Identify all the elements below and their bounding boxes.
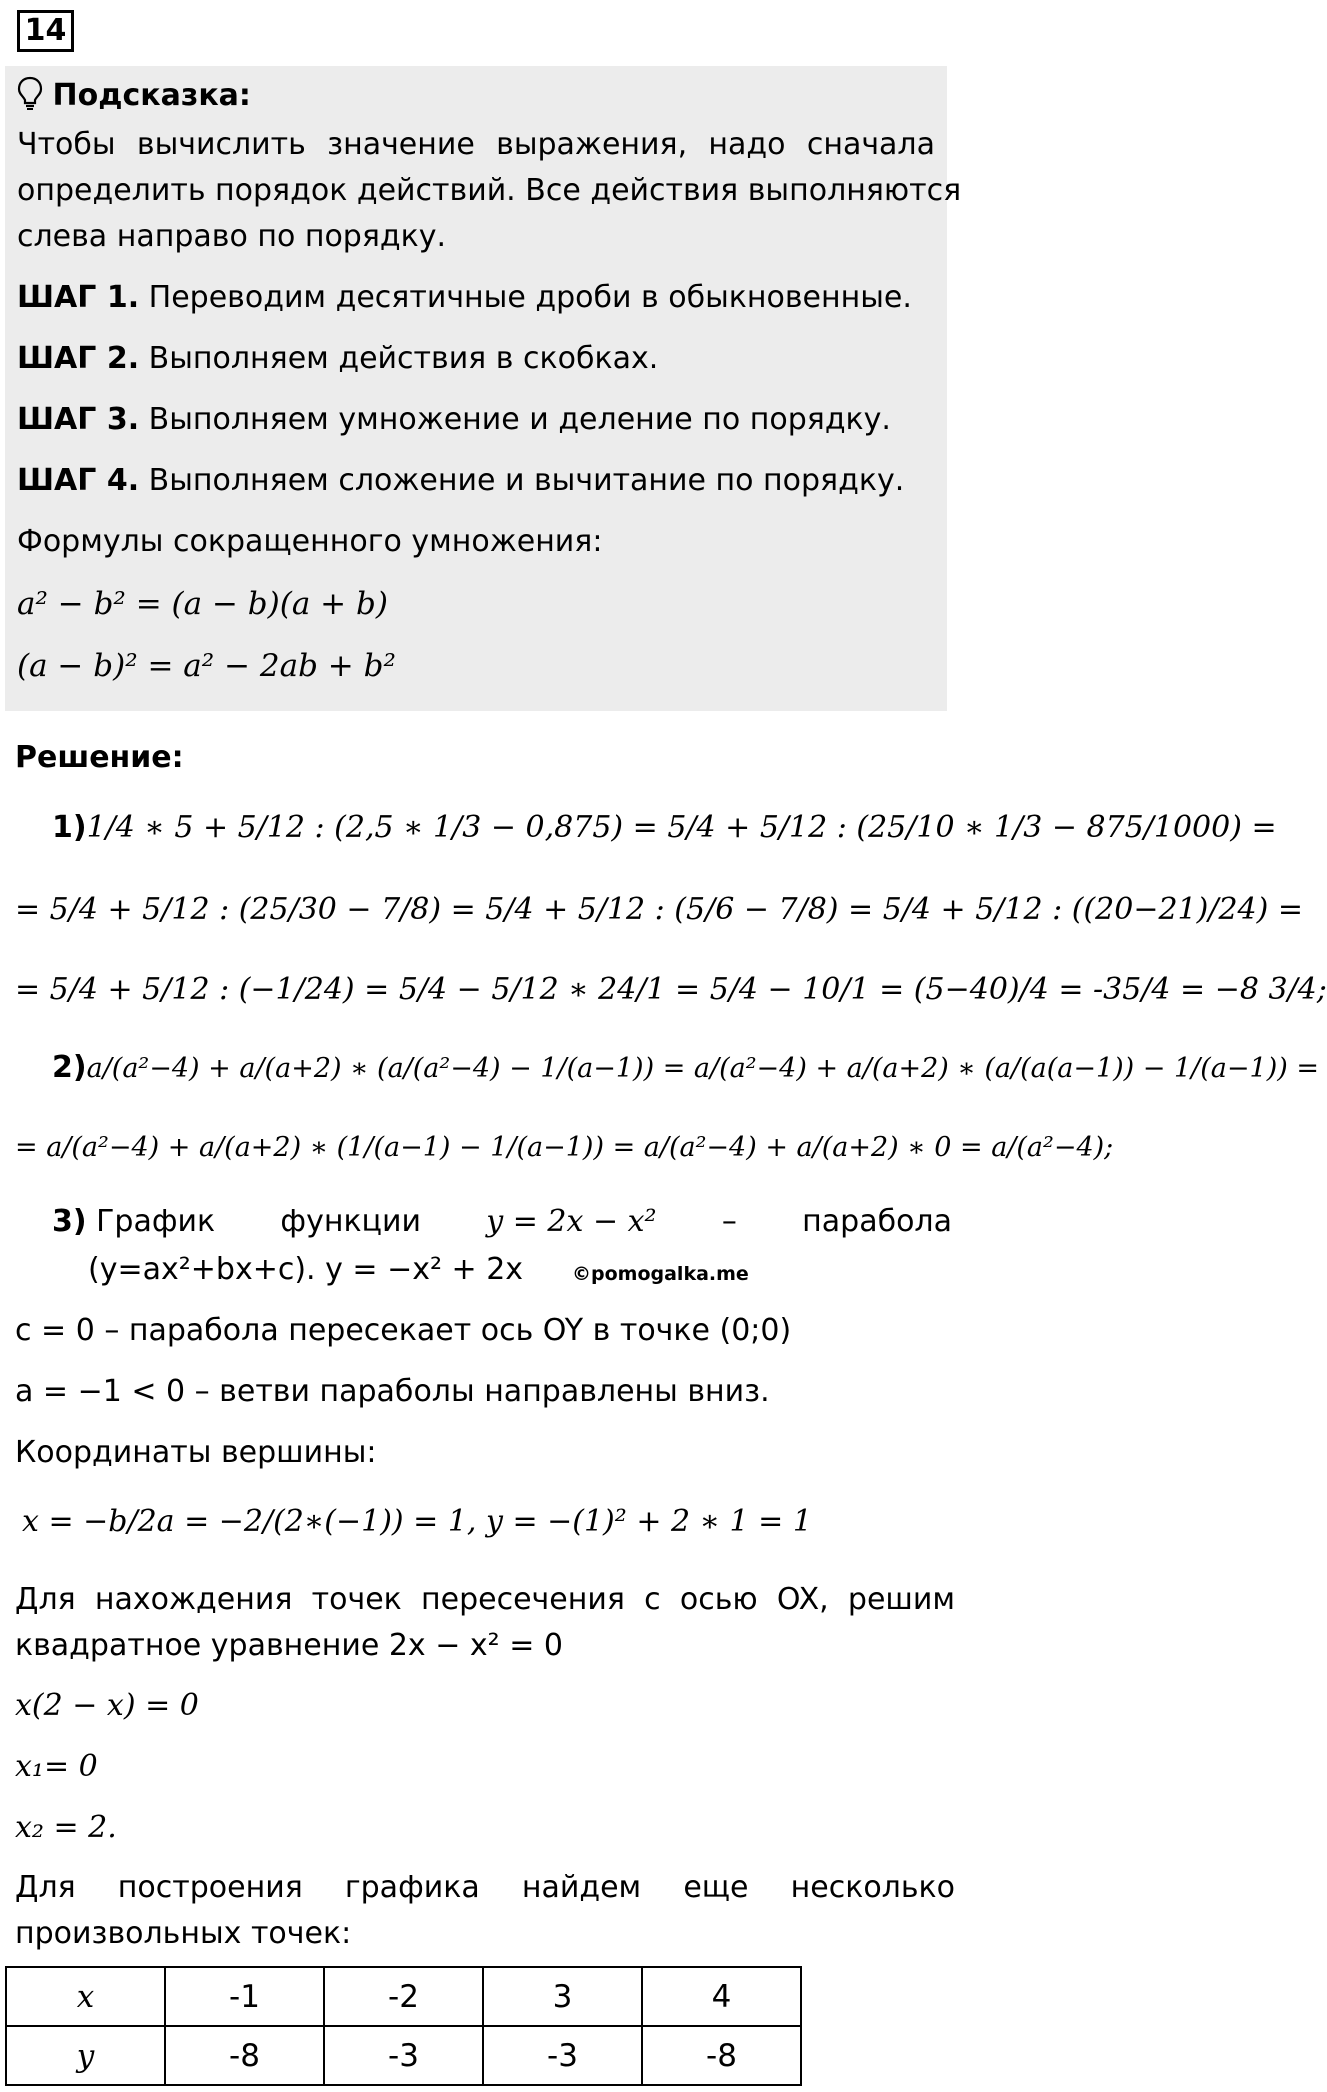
task3-c-line: c = 0 – парабола пересекает ось OY в точке (0;0) bbox=[15, 1313, 792, 1348]
task1-line-2: = 5/4 + 5/12 : (25/30 − 7/8) = 5/4 + 5/12 : (5/6 − 7/8) = 5/4 + 5/12 : ((20−21)/24) = bbox=[15, 892, 1303, 927]
task1-line-3: = 5/4 + 5/12 : (−1/24) = 5/4 − 5/12 ∗ 24/1 = 5/4 − 10/1 = (5−40)/4 = -35/4 = −8 3/4; bbox=[15, 972, 1327, 1007]
watermark: ©pomogalka.me bbox=[572, 1263, 749, 1285]
table-row bbox=[6, 2026, 801, 2085]
table-cell: 3 bbox=[483, 1967, 642, 2026]
hint-step-4: ШАГ 4. Выполняем сложение и вычитание по порядку. bbox=[17, 463, 905, 498]
formula-square-of-difference: (a − b)² = a² − 2ab + b² bbox=[17, 648, 396, 684]
points-table bbox=[5, 1966, 802, 2086]
table-row bbox=[6, 1967, 801, 2026]
hint-paragraph-line-2: определить порядок действий. Все действия выполняются bbox=[17, 173, 962, 208]
table-cell: -2 bbox=[324, 1967, 483, 2026]
vertex-title: Координаты вершины: bbox=[15, 1435, 377, 1470]
table-cell: -8 bbox=[642, 2026, 801, 2085]
task-number: 14 bbox=[17, 10, 74, 52]
factored-equation: x(2 − x) = 0 bbox=[15, 1688, 199, 1723]
formula-difference-of-squares: a² − b² = (a − b)(a + b) bbox=[17, 586, 388, 622]
table-cell: 4 bbox=[642, 1967, 801, 2026]
table-cell: -3 bbox=[483, 2026, 642, 2085]
hint-box bbox=[5, 66, 962, 711]
task2-line-2: = a/(a²−4) + a/(a+2) ∗ (1/(a−1) − 1/(a−1)) = a/(a²−4) + a/(a+2) ∗ 0 = a/(a²−4); bbox=[15, 1132, 1114, 1163]
hint-paragraph-line-3: слева направо по порядку. bbox=[17, 219, 447, 254]
ox-line-2: квадратное уравнение 2x − x² = 0 bbox=[15, 1628, 563, 1663]
task2-label: 2) bbox=[52, 1050, 87, 1085]
task1-line-1: 1)1/4 ∗ 5 + 5/12 : (2,5 ∗ 1/3 − 0,875) = 5/4 + 5/12 : (25/10 ∗ 1/3 − 875/1000) = bbox=[52, 810, 1277, 845]
task3-a-line: a = −1 < 0 – ветви параболы направлены вниз. bbox=[15, 1374, 770, 1409]
formulas-title: Формулы сокращенного умножения: bbox=[17, 524, 603, 559]
table-cell: -8 bbox=[165, 2026, 324, 2085]
hint-step-2: ШАГ 2. Выполняем действия в скобках. bbox=[17, 341, 659, 376]
task3-line-1: 3) График функции y = 2x − x² – парабола bbox=[52, 1204, 952, 1239]
lightbulb-icon bbox=[17, 76, 43, 110]
more-points-line-1: Для построения графика найдем еще несколько bbox=[15, 1870, 955, 1905]
task3-line-2: (y=ax²+bx+c). y = −x² + 2x bbox=[88, 1252, 524, 1287]
table-cell: -3 bbox=[324, 2026, 483, 2085]
ox-line-1: Для нахождения точек пересечения с осью OX, решим bbox=[15, 1582, 955, 1617]
hint-step-1: ШАГ 1. Переводим десятичные дроби в обыкновенные. bbox=[17, 280, 912, 315]
root-x2: x₂ = 2. bbox=[15, 1810, 117, 1845]
task2-line-1: 2)a/(a²−4) + a/(a+2) ∗ (a/(a²−4) − 1/(a−1)) = a/(a²−4) + a/(a+2) ∗ (a/(a(a−1)) − 1/(a−1)) = bbox=[52, 1050, 1319, 1085]
hint-step-3: ШАГ 3. Выполняем умножение и деление по порядку. bbox=[17, 402, 891, 437]
solution-title: Решение: bbox=[15, 740, 184, 775]
table-cell: -1 bbox=[165, 1967, 324, 2026]
root-x1: x₁= 0 bbox=[15, 1749, 98, 1784]
table-cell: y bbox=[6, 2026, 165, 2085]
task1-label: 1) bbox=[52, 810, 87, 845]
vertex-formula: x = −b/2a = −2/(2∗(−1)) = 1, y = −(1)² + 2 ∗ 1 = 1 bbox=[22, 1504, 812, 1539]
task3-label: 3) bbox=[52, 1204, 87, 1239]
table-cell: x bbox=[6, 1967, 165, 2026]
hint-paragraph-line-1: Чтобы вычислить значение выражения, надо сначала bbox=[17, 127, 935, 162]
more-points-line-2: произвольных точек: bbox=[15, 1916, 352, 1951]
hint-title: Подсказка: bbox=[52, 78, 251, 113]
hint-header bbox=[17, 76, 251, 116]
